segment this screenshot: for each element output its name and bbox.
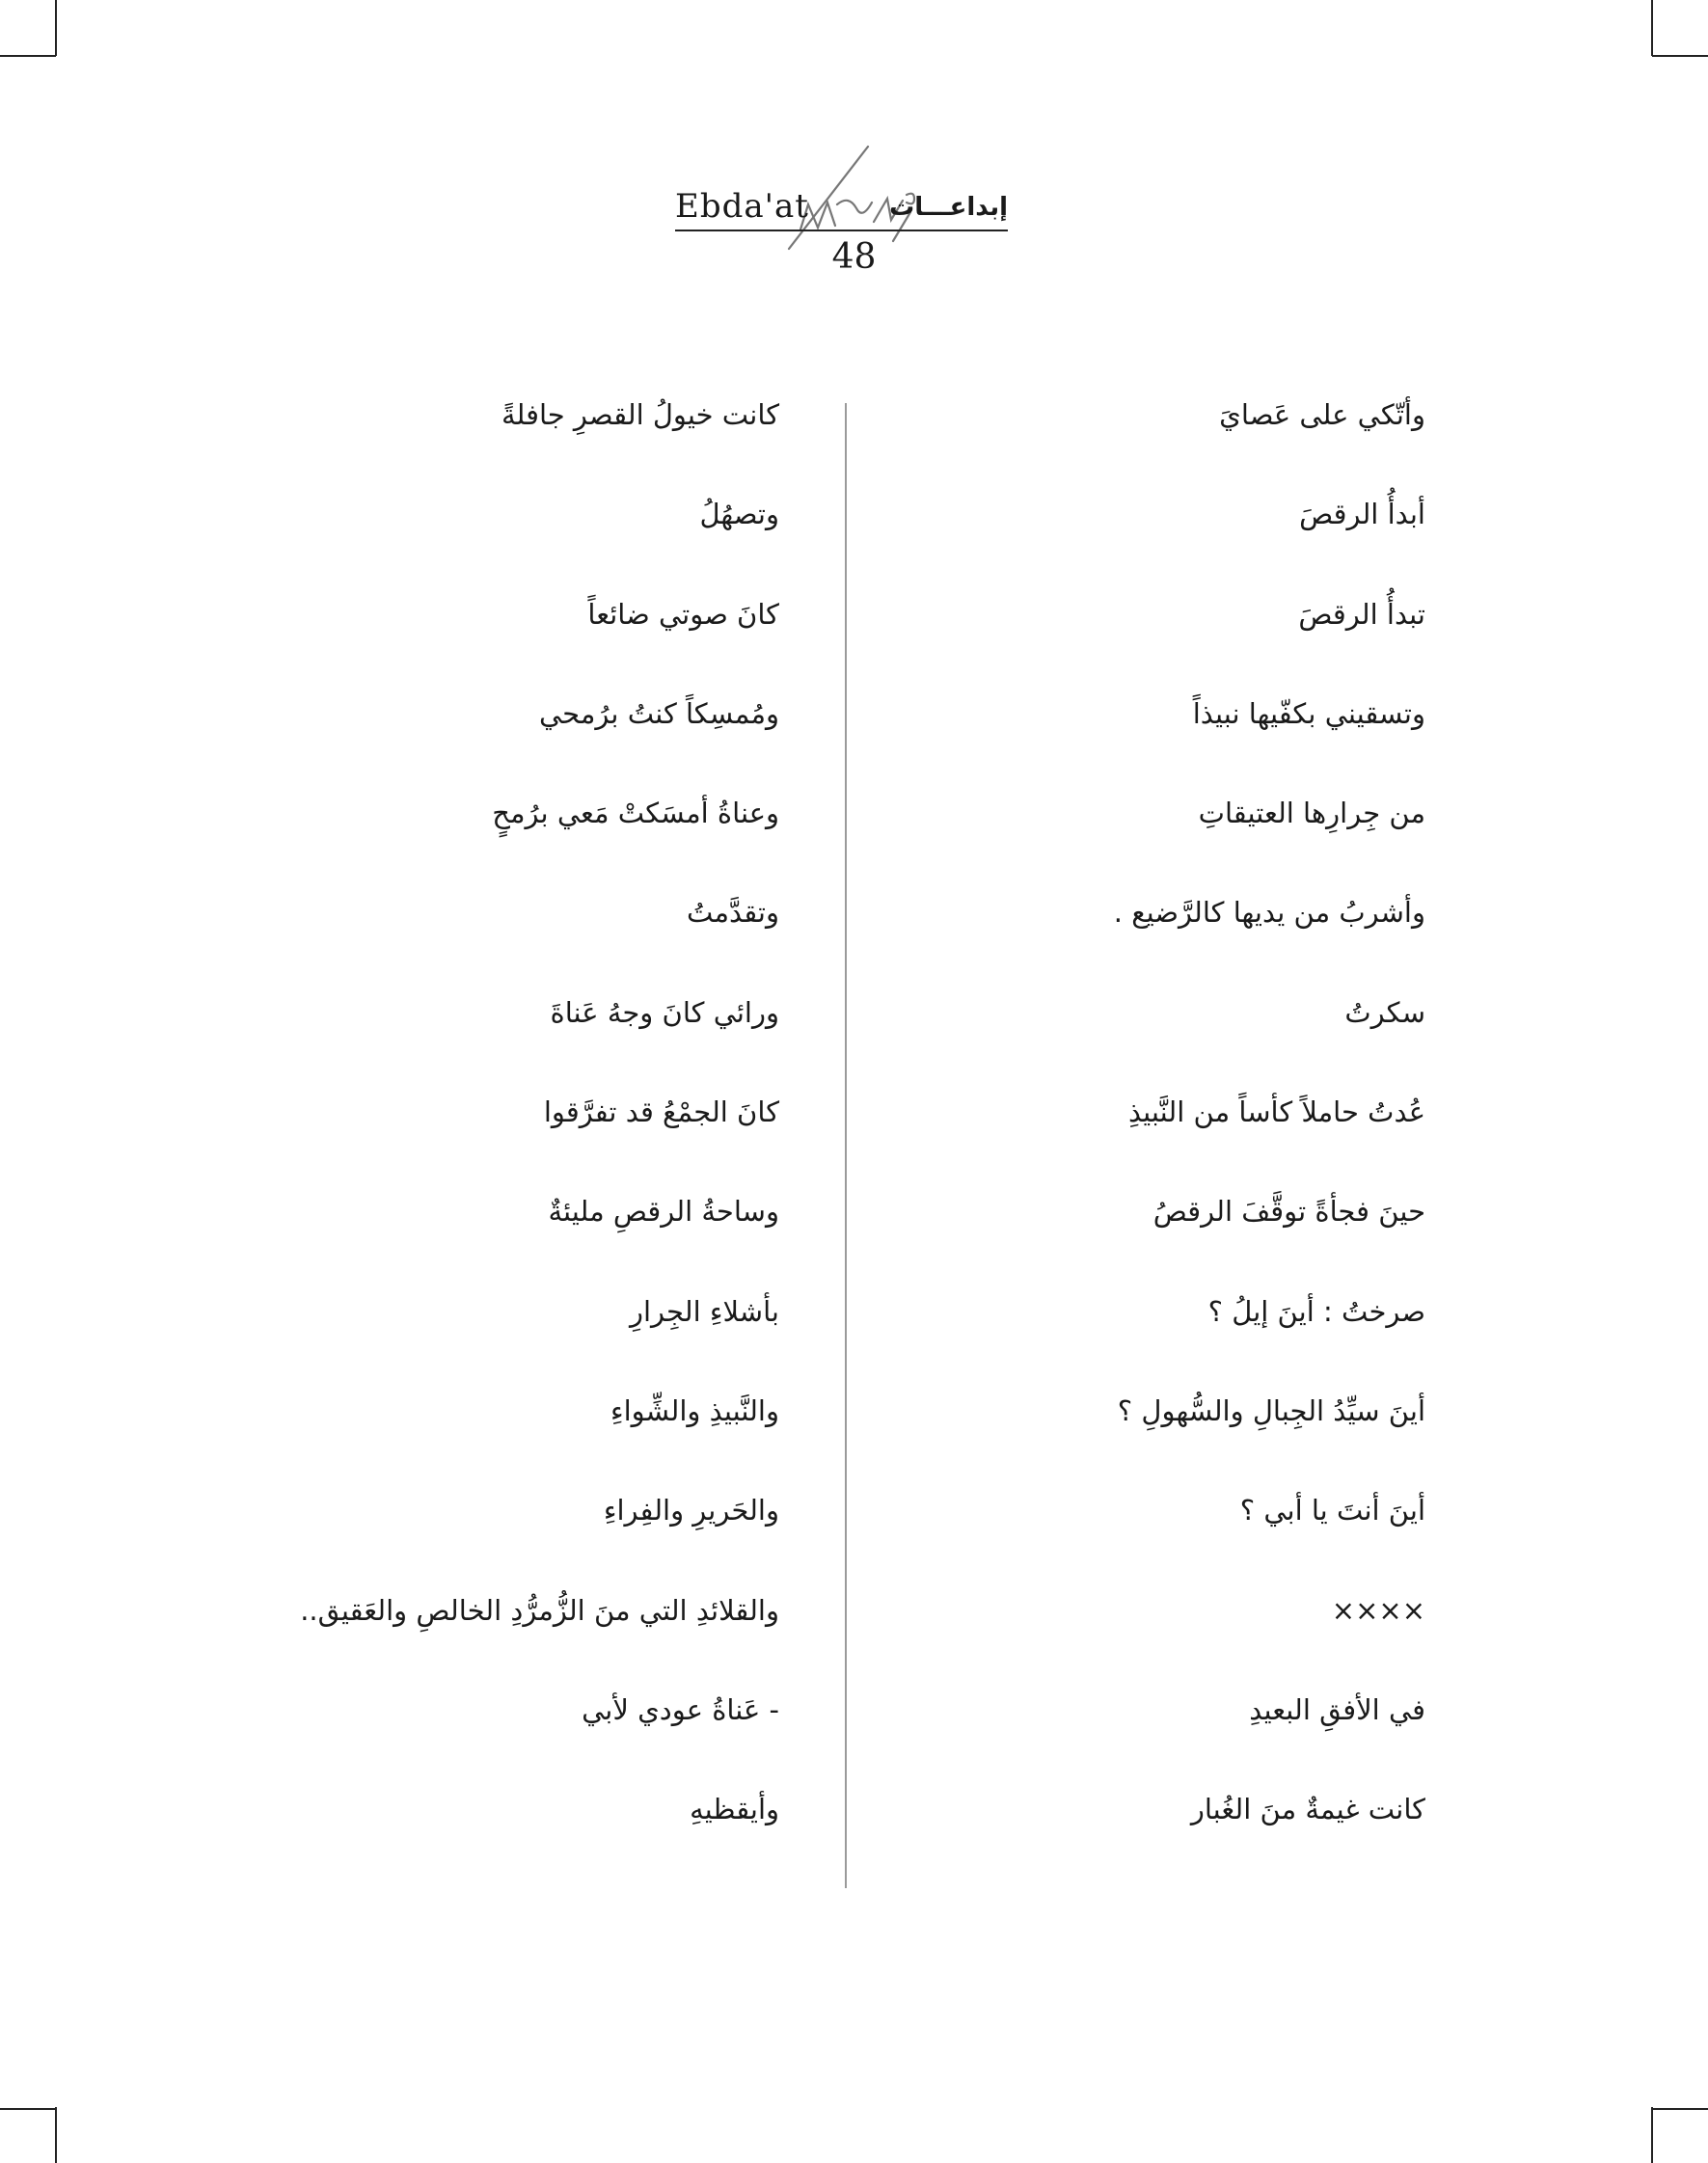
poem-line: كانَ صوتي ضائعاً — [587, 597, 779, 631]
poem-line: أينَ سيِّدُ الجِبالِ والسُّهولِ ؟ — [1117, 1393, 1425, 1427]
poem-line: وساحةُ الرقصِ مليئةٌ — [548, 1195, 779, 1229]
masthead-title-latin: Ebda'at — [675, 187, 809, 226]
crop-mark — [1652, 2108, 1708, 2110]
poem-line: والقلائدِ التي منَ الزُّمرُّدِ الخالصِ والعَقيق.. — [300, 1593, 779, 1627]
section-separator: ×××× — [1331, 1593, 1425, 1627]
poem-line: تبدأُ الرقصَ — [1298, 597, 1425, 631]
poem-line: من جِرارِها العتيقاتِ — [1198, 797, 1425, 830]
poem-line: وتصهُلُ — [699, 498, 779, 531]
poem-line: وأشربُ من يديها كالرَّضيع . — [1113, 896, 1425, 930]
column-divider — [845, 403, 847, 1888]
crop-mark — [1651, 2107, 1653, 2163]
poem-line: كانَ الجمْعُ قد تفرَّقوا — [543, 1095, 779, 1129]
poem-line: كانت خيولُ القصرِ جافلةً — [501, 398, 779, 431]
poem-line: أبدأُ الرقصَ — [1299, 498, 1425, 531]
crop-mark — [1652, 55, 1708, 57]
poem-line: وتسقيني بكفّيها نبيذاً — [1192, 696, 1425, 730]
poem-line: عُدتُ حاملاً كأساً من النَّبيذِ — [1127, 1095, 1425, 1129]
poem-line: حينَ فجأةً توقَّفَ الرقصُ — [1152, 1195, 1425, 1229]
poem-line: صرختُ : أينَ إيلُ ؟ — [1207, 1294, 1425, 1328]
crop-mark — [55, 0, 57, 56]
poem-line: في الأفقِ البعيدِ — [1249, 1692, 1425, 1726]
poem-line: والنَّبيذِ والشِّواءِ — [610, 1393, 779, 1427]
poem-column-right — [885, 391, 1425, 1884]
crop-mark — [0, 2108, 56, 2110]
poem-line: - عَناةُ عودي لأبي — [582, 1692, 779, 1726]
poem-line: ورائي كانَ وجهُ عَناةَ — [550, 995, 779, 1029]
page-number: 48 — [831, 237, 877, 277]
masthead — [675, 145, 1008, 251]
poem-line: بأشلاءِ الجِرارِ — [629, 1294, 779, 1328]
crop-mark — [55, 2107, 57, 2163]
poem-line: أينَ أنتَ يا أبي ؟ — [1239, 1494, 1425, 1528]
masthead-title-arabic: إبداعـــات — [889, 193, 1008, 222]
crop-mark — [0, 55, 56, 57]
poem-line: وأيقظيهِ — [690, 1793, 779, 1826]
poem-line: والحَريرِ والفِراءِ — [603, 1494, 779, 1528]
masthead-rule — [675, 230, 1008, 231]
poem-line: كانت غيمةٌ منَ الغُبار — [1190, 1793, 1425, 1826]
crop-mark — [1651, 0, 1653, 56]
poem-column-left — [162, 391, 779, 1884]
poem-line: وعناةُ أمسَكتْ مَعي برُمحٍ — [492, 797, 779, 830]
poem-line: ومُمسِكاً كنتُ برُمحي — [539, 696, 779, 730]
poem-line: وتقدَّمتُ — [687, 896, 779, 930]
poem-line: وأتّكي على عَصايَ — [1219, 398, 1425, 431]
poem-line: سكرتُ — [1344, 995, 1425, 1029]
